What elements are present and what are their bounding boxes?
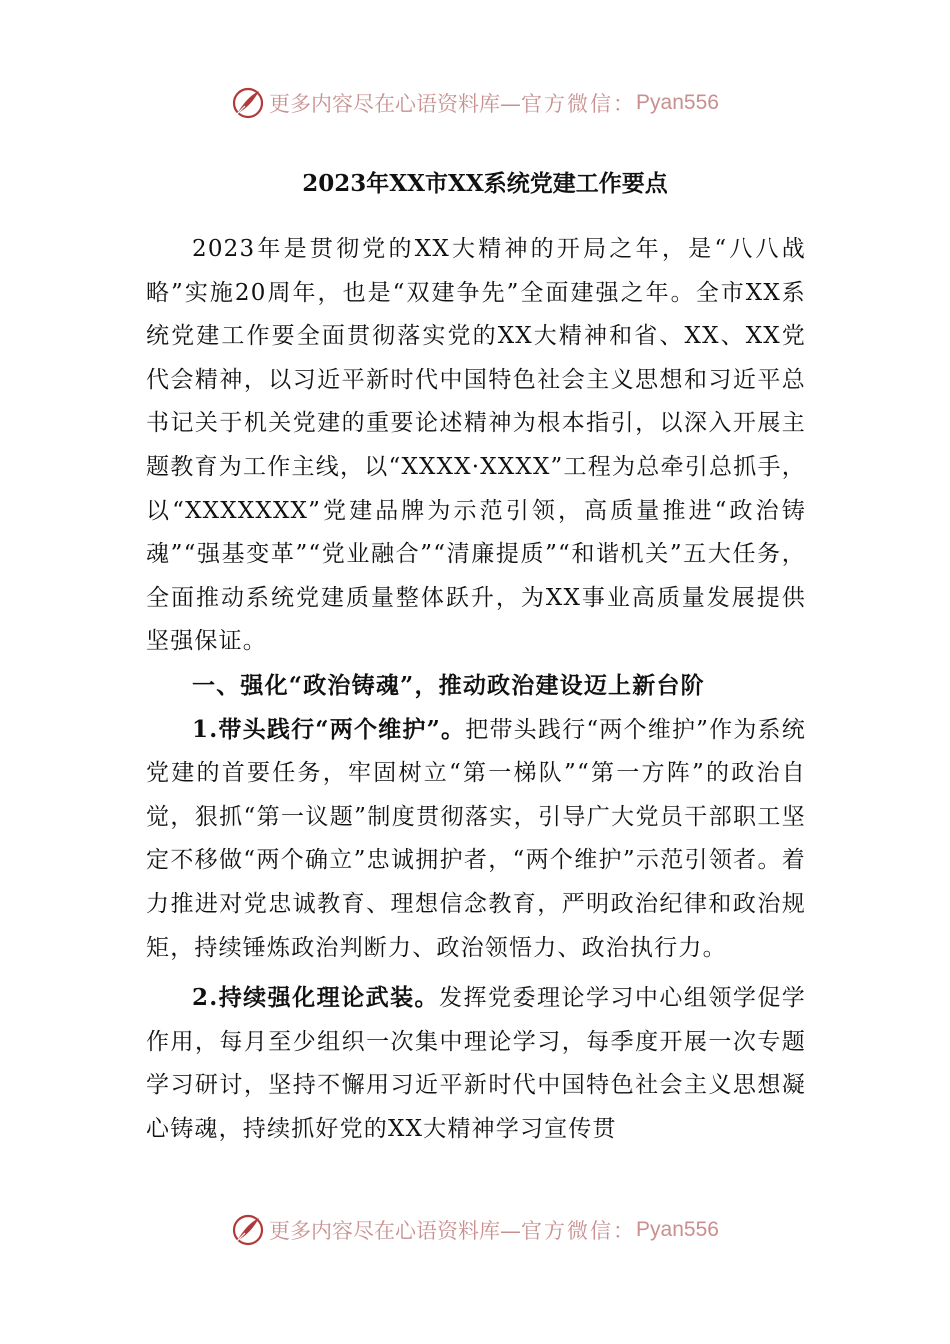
- banner-wechat-id: Pyan556: [636, 91, 719, 114]
- item-paragraph-2: [146, 976, 806, 1151]
- feather-pen-logo-icon: [231, 86, 265, 120]
- document-page: [146, 162, 806, 1151]
- feather-pen-logo-icon: [231, 1213, 265, 1247]
- watermark-banner-bottom: [0, 1210, 950, 1250]
- item-heading-1: 1.带头践行“两个维护”。: [192, 715, 466, 743]
- document-title: 2023年XX市XX系统党建工作要点: [302, 170, 668, 197]
- banner-wechat-label: 官方微信：: [521, 92, 637, 116]
- watermark-banner-top: [0, 83, 950, 123]
- item-paragraph-1: [146, 708, 806, 971]
- banner-text: 更多内容尽在心语资料库—: [269, 1219, 522, 1243]
- item-heading-2: 2.持续强化理论武装。: [192, 984, 440, 1012]
- banner-wechat-id: Pyan556: [636, 1218, 719, 1241]
- banner-text: 更多内容尽在心语资料库—: [269, 92, 522, 116]
- banner-wechat-label: 官方微信：: [521, 1219, 637, 1243]
- item-body-1: 把带头践行“两个维护”作为系统党建的首要任务，牢固树立“第一梯队”“第一方阵”的政治自觉，狠抓“第一议题”制度贯彻落实，引导广大党员干部职工坚定不移做“两个确立”忠诚拥护者，“两个维护”示范引领者。着力推进对党忠诚教育、理想信念教育，严明政治纪律和政治规矩，持续锤炼政治判断力、政治领悟力、政治执行力。: [146, 716, 806, 961]
- item-body-2: 发挥党委理论学习中心组领学促学作用，每月至少组织一次集中理论学习，每季度开展一次专题学习研讨，坚持不懈用习近平新时代中国特色社会主义思想凝心铸魂，持续抓好党的XX大精神学习宣传贯: [146, 985, 807, 1142]
- section-heading-1: 一、强化“政治铸魂”，推动政治建设迈上新台阶: [192, 671, 705, 699]
- intro-paragraph: 2023年是贯彻党的XX大精神的开局之年，是“八八战略”实施20周年，也是“双建争先”全面建强之年。全市XX系统党建工作要全面贯彻落实党的XX大精神和省、XX、XX党代会精神，以习近平新时代中国特色社会主义思想和习近平总书记关于机关党建的重要论述精神为根本指引，以深入开展主题教育为工作主线，以“XXXX·XXXX”工程为总牵引总抓手，以“XXXXXXX”党建品牌为示范引领，高质量推进“政治铸魂”“强基变革”“党业融合”“清廉提质”“和谐机关”五大任务，全面推动系统党建质量整体跃升，为XX事业高质量发展提供坚强保证。: [146, 236, 806, 655]
